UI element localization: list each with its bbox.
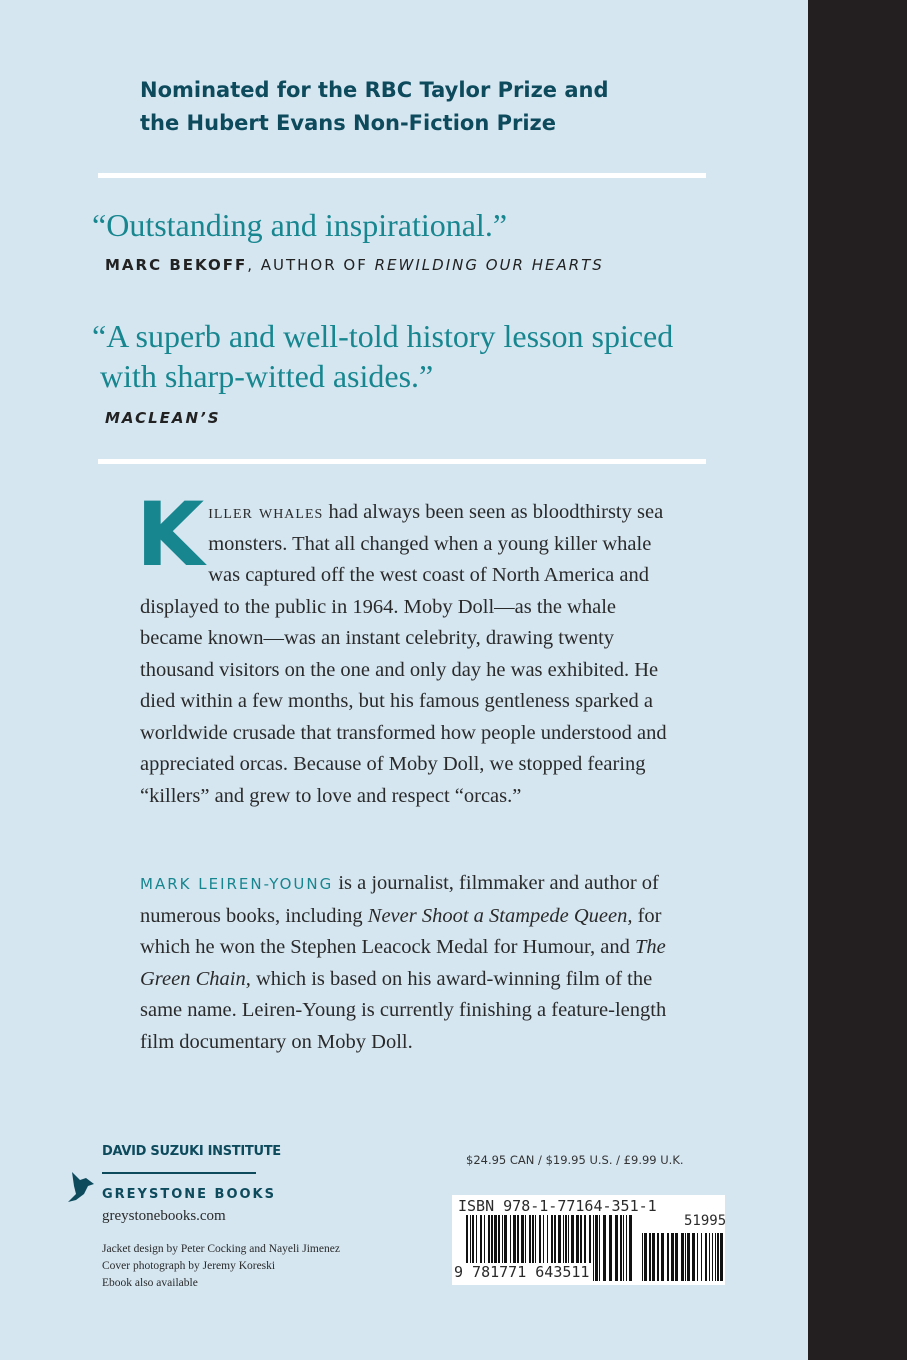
barcode-bar <box>701 1233 702 1281</box>
barcode-bar <box>629 1215 632 1281</box>
barcode-bar <box>620 1215 622 1281</box>
book-title: The Green Chain, <box>140 936 666 990</box>
price: $24.95 CAN / $19.95 U.S. / £9.99 U.K. <box>466 1153 684 1167</box>
institute-logo: DAVID SUZUKI INSTITUTE <box>102 1144 281 1159</box>
barcode-bar <box>685 1233 686 1281</box>
barcode-bar <box>681 1233 684 1281</box>
isbn-addon: 51995 <box>684 1213 727 1229</box>
barcode-bar <box>603 1215 606 1281</box>
isbn-digits: 9 781771 643511 <box>454 1263 590 1281</box>
barcode-bar <box>705 1233 707 1281</box>
quote-author: MARC BEKOFF <box>105 256 248 274</box>
barcode-bar <box>642 1233 643 1281</box>
barcode-bar <box>649 1233 651 1281</box>
quote-work: REWILDING OUR HEARTS <box>374 256 604 274</box>
barcode-bar <box>687 1233 690 1281</box>
barcode-bar <box>593 1215 594 1281</box>
bio-text: is a journalist, filmmaker and author of numerous books, including <box>140 872 659 927</box>
barcode-bar <box>675 1233 678 1281</box>
barcode-bar <box>709 1233 710 1281</box>
barcode-bar <box>661 1233 664 1281</box>
book-spine <box>808 0 907 1360</box>
dropcap: K <box>136 483 205 586</box>
barcode-bar <box>717 1233 719 1281</box>
credit-line: Jacket design by Peter Cocking and Nayeli Jimenez <box>102 1243 340 1255</box>
description <box>136 483 670 812</box>
barcode-bar <box>692 1233 695 1281</box>
bio-text: for which he won the Stephen Leacock Medal for Humour, and <box>140 904 662 958</box>
quote-2-source: MACLEAN’S <box>105 409 221 427</box>
bird-logo-icon <box>66 1170 100 1204</box>
quote-line: “A superb and well-told history lesson spiced <box>92 318 674 354</box>
author-name: MARK LEIREN-YOUNG <box>140 875 334 893</box>
credit-line: Cover photograph by Jeremy Koreski <box>102 1260 276 1272</box>
author-bio <box>140 868 670 1058</box>
isbn-barcode <box>452 1195 725 1285</box>
divider <box>98 459 706 464</box>
isbn-label: ISBN 978-1-77164-351-1 <box>458 1197 657 1215</box>
description-text: had always been seen as bloodthirsty sea monsters. That all changed when a young killer whale was captured off the west coast of North America and displayed to the public in 1964. Moby Doll—as the whale became known—was an instant celebrity, drawing twenty thousand visitors on the one and only day he was exhibited. He died within a few months, but his famous gentleness sparked a worldwide crusade that transformed how people understood and appreciated orcas. Because of Moby Doll, we stopped fearing “killers” and grew to love and respect “orcas.” <box>140 501 667 807</box>
barcode-bar <box>715 1233 716 1281</box>
barcode-bar <box>623 1215 624 1281</box>
barcode-bar <box>697 1233 698 1281</box>
quote-1-attribution <box>105 256 604 274</box>
barcode-bar <box>609 1215 612 1281</box>
barcode-bar <box>667 1233 669 1281</box>
nomination-line: the Hubert Evans Non-Fiction Prize <box>140 111 557 135</box>
book-title: Never Shoot a Stampede Queen, <box>367 904 633 927</box>
bio-text: which is based on his award-winning film of the same name. Leiren-Young is currently finishing a feature-length film documentary on Moby Doll. <box>140 967 667 1053</box>
nomination-text <box>140 74 609 140</box>
barcode-bar <box>720 1233 723 1281</box>
quote-2 <box>92 316 674 396</box>
logo-rule <box>102 1172 256 1174</box>
quote-1: “Outstanding and inspirational.” <box>92 207 508 243</box>
divider <box>98 173 706 178</box>
nomination-line: Nominated for the RBC Taylor Prize and <box>140 78 609 102</box>
credit-line: Ebook also available <box>102 1277 198 1289</box>
barcode-bar <box>644 1233 647 1281</box>
quote-line: with sharp-witted asides.” <box>100 358 434 394</box>
barcode-bar <box>599 1215 600 1281</box>
quote-role: , AUTHOR OF <box>247 256 375 274</box>
publisher-name: GREYSTONE BOOKS <box>102 1187 276 1202</box>
barcode-bar <box>626 1215 627 1281</box>
barcode-bar <box>657 1233 659 1281</box>
barcode-bar <box>652 1233 655 1281</box>
barcode-bar <box>712 1233 713 1281</box>
barcode-bar <box>671 1233 674 1281</box>
lead-in: iller whales <box>208 501 324 523</box>
publisher-url: greystonebooks.com <box>102 1208 226 1224</box>
barcode-bar <box>615 1215 618 1281</box>
credits <box>102 1241 340 1292</box>
barcode-bar <box>595 1215 598 1281</box>
